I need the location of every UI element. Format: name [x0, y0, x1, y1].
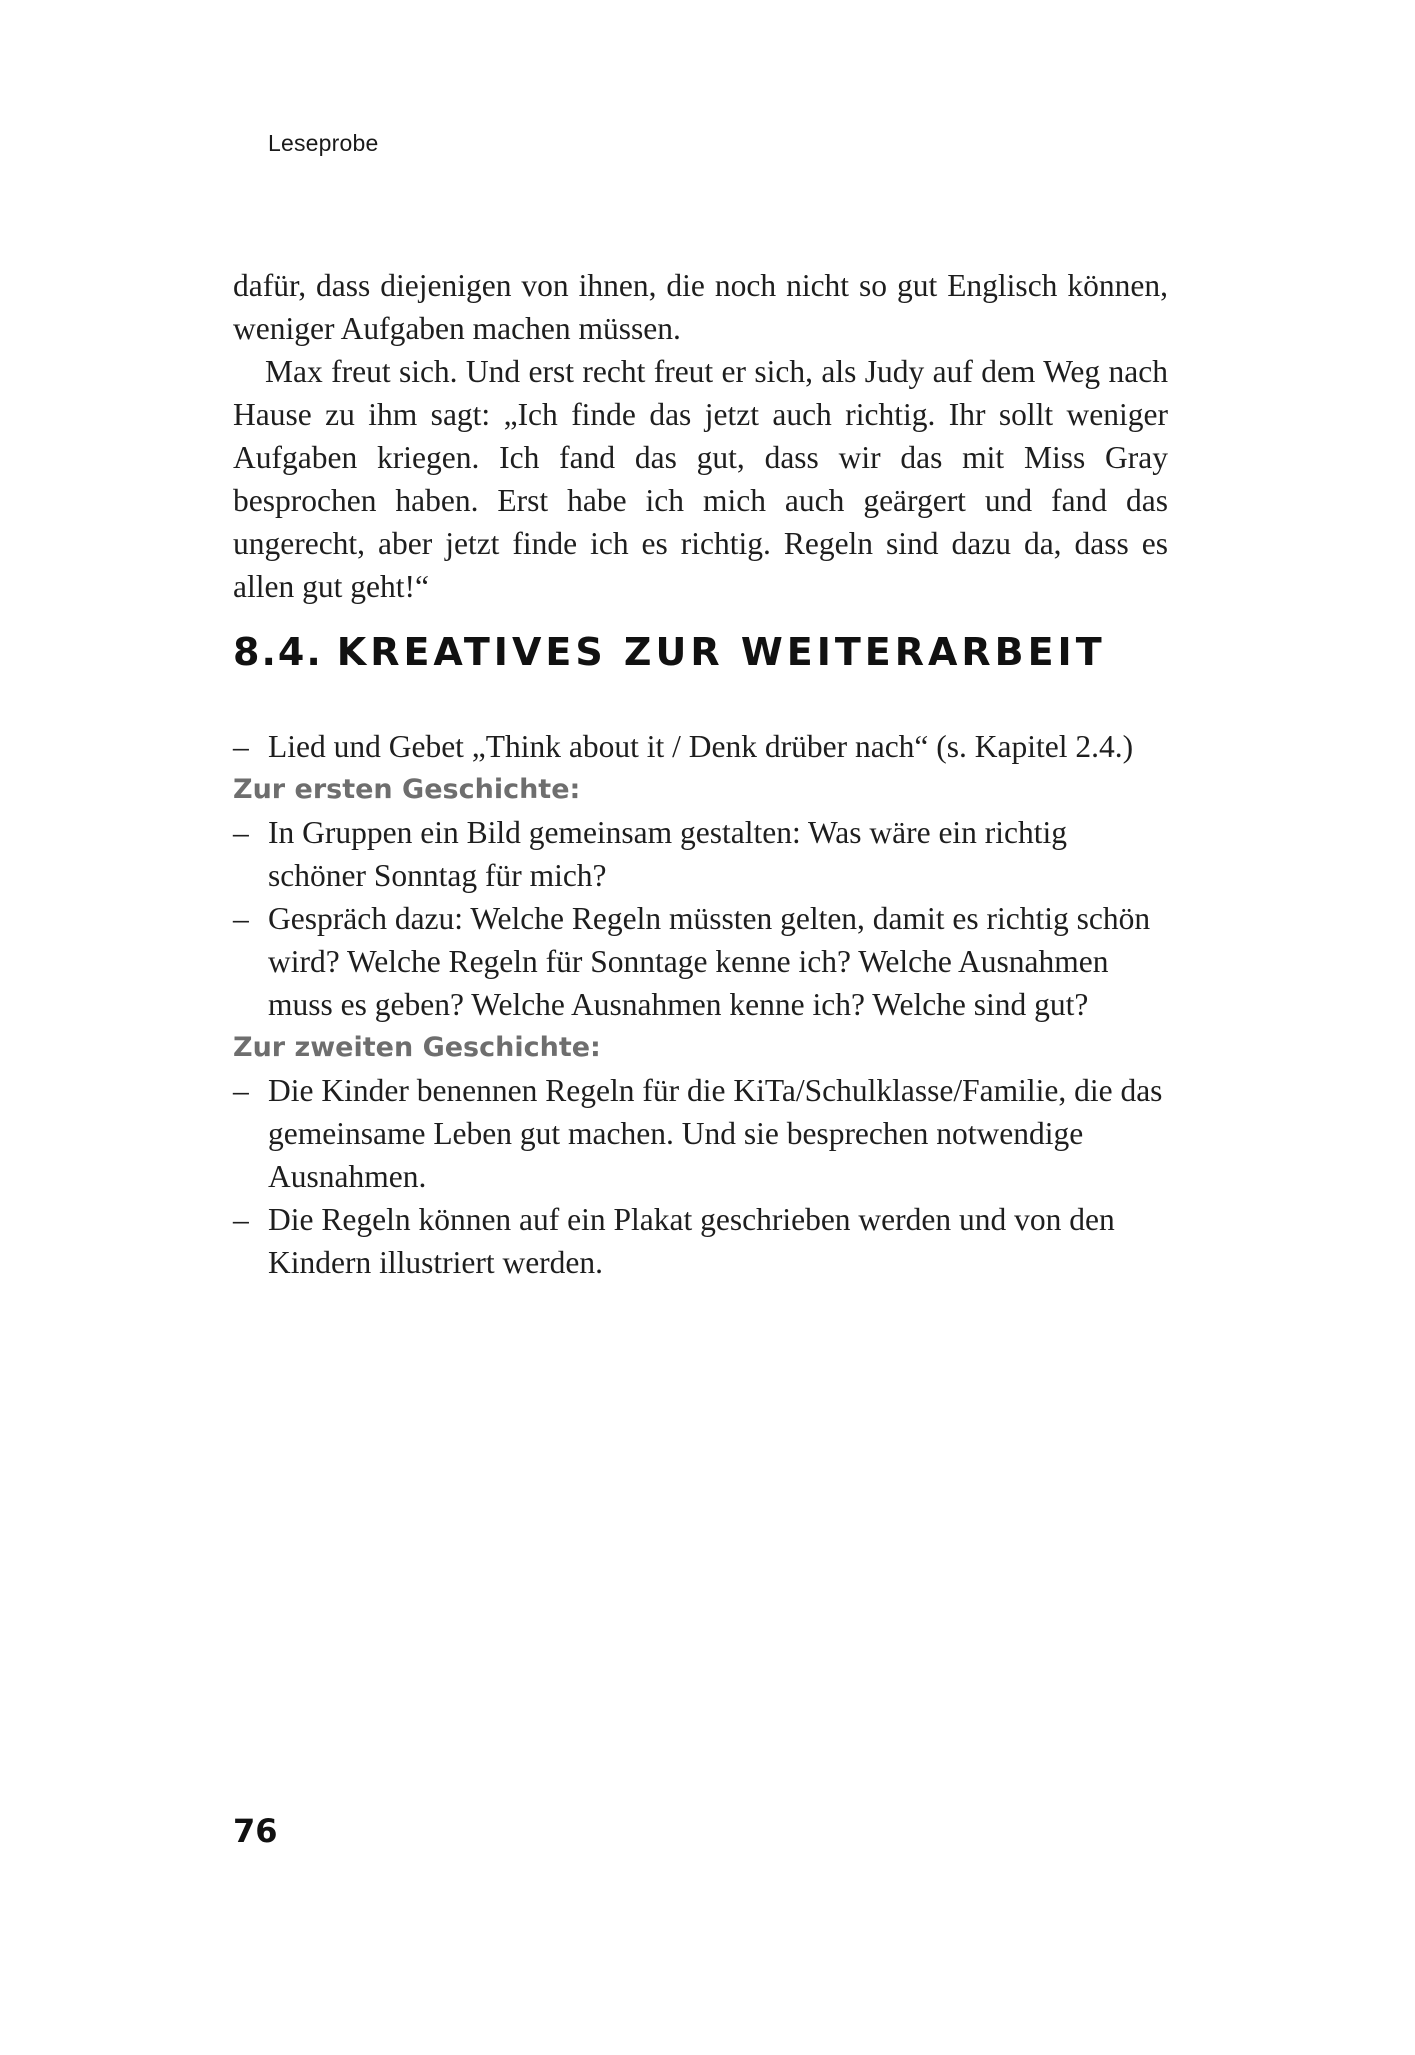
subheading-first-story: Zur ersten Geschichte:: [233, 774, 581, 805]
list-item: [233, 897, 1168, 1026]
intro-text: [233, 264, 1168, 608]
list-item: [233, 1198, 1168, 1284]
section-heading: [233, 630, 1106, 674]
dash-bullet: –: [233, 1202, 249, 1237]
list-item: [233, 811, 1168, 897]
section-number: 8.4.: [233, 630, 323, 674]
dash-bullet: –: [233, 815, 249, 850]
intro-paragraph: Max freut sich. Und erst recht freut er sich, als Judy auf dem Weg nach Hause zu ihm sagt: „Ich finde das jetzt auch richtig. Ihr sollt weniger Aufgaben kriegen. Ich fand das gut, dass wir das mit Miss Gray besprochen haben. Erst habe ich mich auch geärgert und fand das ungerecht, aber jetzt finde ich es richtig. Regeln sind dazu da, dass es allen gut geht!“: [233, 354, 1168, 604]
list-item-text: In Gruppen ein Bild gemeinsam gestalten: Was wäre ein richtig schöner Sonntag für mich?: [268, 815, 1068, 893]
dash-bullet: –: [233, 1073, 249, 1108]
section-title: KREATIVES ZUR WEITERARBEIT: [336, 630, 1106, 674]
dash-bullet: –: [233, 901, 249, 936]
dash-bullet: –: [233, 729, 249, 764]
list-item-text: Lied und Gebet „Think about it / Denk drüber nach“ (s. Kapitel 2.4.): [268, 729, 1134, 764]
list-item-text: Die Regeln können auf ein Plakat geschrieben werden und von den Kindern illustriert werden.: [268, 1202, 1115, 1280]
list-item: [233, 725, 1168, 768]
list-item-text: Gespräch dazu: Welche Regeln müssten gelten, damit es richtig schön wird? Welche Regeln für Sonntage kenne ich? Welche Ausnahmen muss es geben? Welche Ausnahmen kenne ich? Welche sind gut?: [268, 901, 1151, 1022]
activity-list: [233, 725, 1168, 1284]
list-item-text: Die Kinder benennen Regeln für die KiTa/Schulklasse/Familie, die das gemeinsame Leben gut machen. Und sie besprechen notwendige Ausnahmen.: [268, 1073, 1163, 1194]
intro-paragraph: dafür, dass diejenigen von ihnen, die noch nicht so gut Englisch können, weniger Aufgaben machen müssen.: [233, 268, 1168, 346]
subheading-second-story: Zur zweiten Geschichte:: [233, 1032, 601, 1063]
running-head: Leseprobe: [268, 130, 379, 156]
list-item: [233, 1069, 1168, 1198]
page-number: 76: [233, 1812, 278, 1850]
